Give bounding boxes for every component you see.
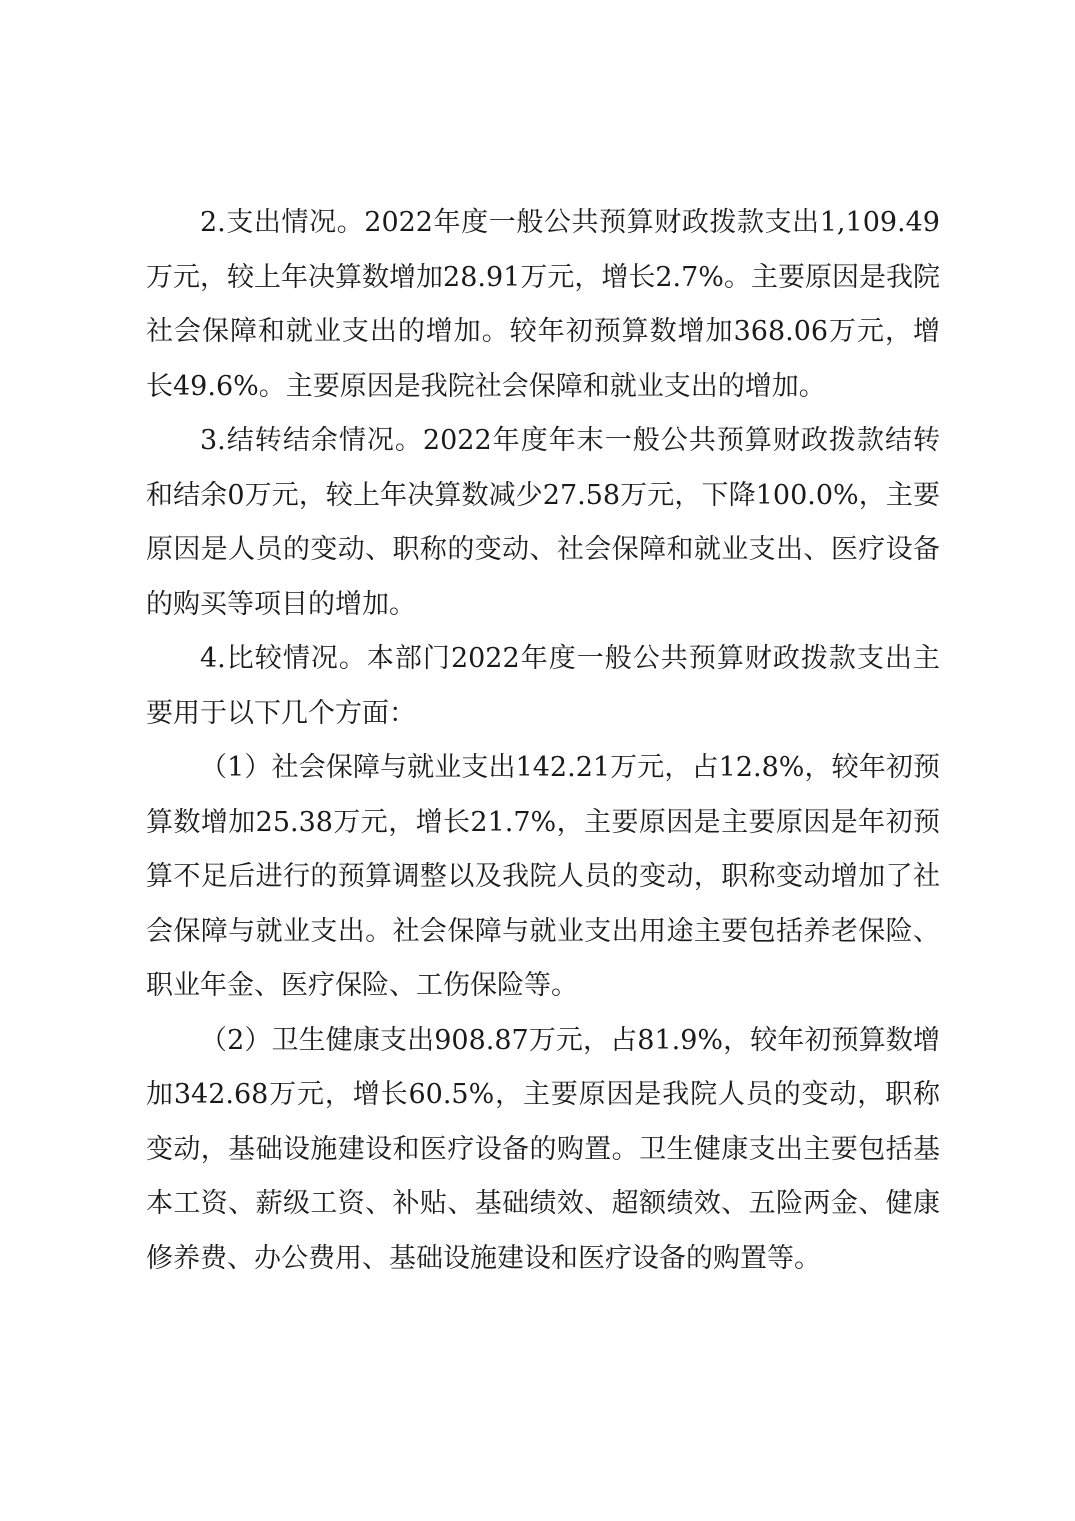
paragraph-health: （2）卫生健康支出908.87万元，占81.9%，较年初预算数增加342.68万元，增长60.5%，主要原因是我院人员的变动，职称变动，基础设施建设和医疗设备的购置。卫生健康支出主要包括基本工资、薪级工资、补贴、基础绩效、超额绩效、五险两金、健康修养费、办公费用、基础设施建设和医疗设备的购置等。 — [146, 1024, 940, 1274]
paragraph-expenditure: 2.支出情况。2022年度一般公共预算财政拨款支出1,109.49万元，较上年决算数增加28.91万元，增长2.7%。主要原因是我院社会保障和就业支出的增加。较年初预算数增加368.06万元，增长49.6%。主要原因是我院社会保障和就业支出的增加。 — [146, 207, 940, 402]
document-body — [146, 196, 940, 1286]
paragraph-social-security: （1）社会保障与就业支出142.21万元，占12.8%，较年初预算数增加25.38万元，增长21.7%，主要原因是主要原因是年初预算不足后进行的预算调整以及我院人员的变动，职称变动增加了社会保障与就业支出。社会保障与就业支出用途主要包括养老保险、职业年金、医疗保险、工伤保险等。 — [146, 752, 940, 1001]
paragraph-carryover-balance: 3.结转结余情况。2022年度年末一般公共预算财政拨款结转和结余0万元，较上年决算数减少27.58万元，下降100.0%，主要原因是人员的变动、职称的变动、社会保障和就业支出、医疗设备的购买等项目的增加。 — [146, 425, 940, 620]
paragraph-comparison: 4.比较情况。本部门2022年度一般公共预算财政拨款支出主要用于以下几个方面： — [146, 643, 940, 729]
